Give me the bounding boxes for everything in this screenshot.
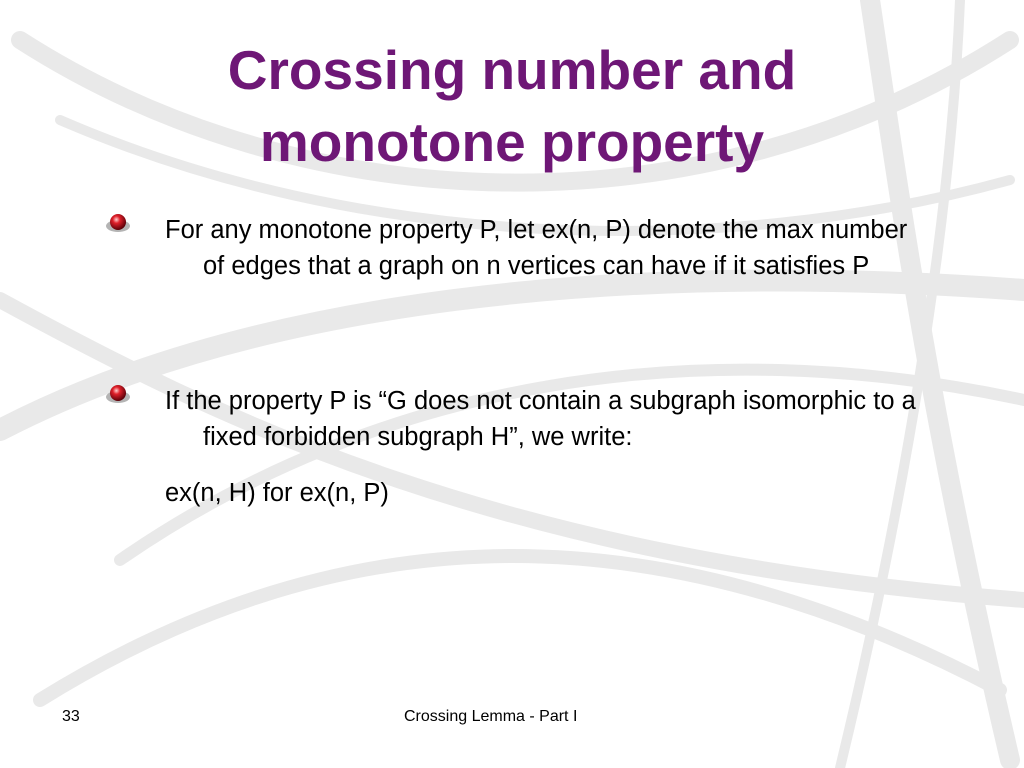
notation-line: ex(n, H) for ex(n, P) bbox=[165, 479, 389, 507]
slide-title bbox=[60, 34, 964, 178]
title-line-1: Crossing number and bbox=[227, 39, 797, 101]
bullet-item-2 bbox=[104, 384, 924, 455]
slide-number: 33 bbox=[62, 708, 80, 725]
footer-label: Crossing Lemma - Part I bbox=[404, 708, 578, 725]
red-sphere-bullet-icon bbox=[104, 213, 132, 233]
red-sphere-bullet-icon bbox=[104, 384, 132, 404]
bullet-text-2: If the property P is “G does not contain a subgraph isomorphic to a fixed forbidden subgraph H”, we write: bbox=[165, 387, 916, 451]
bullet-text-1: For any monotone property P, let ex(n, P) denote the max number of edges that a graph on n vertices can have if it satisfies P bbox=[165, 216, 908, 280]
bullet-item-1 bbox=[104, 213, 924, 284]
title-line-2: monotone property bbox=[259, 111, 765, 173]
